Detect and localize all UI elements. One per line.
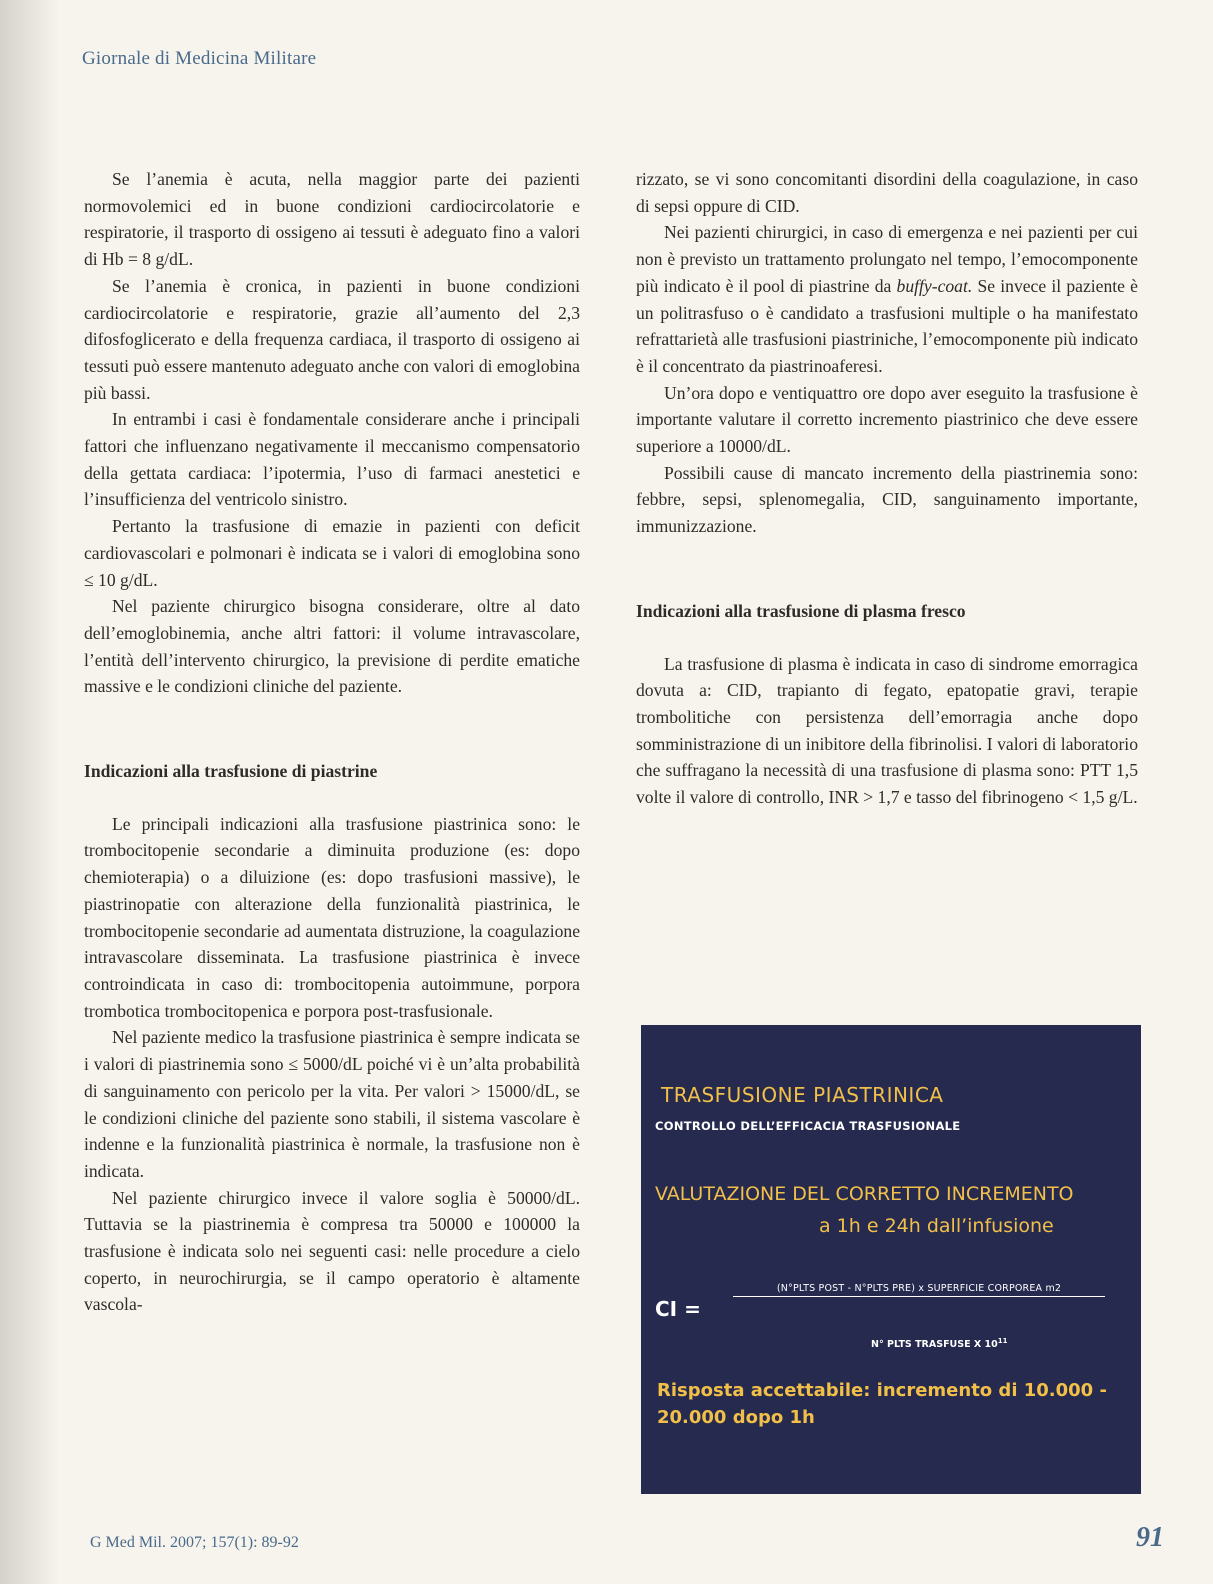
paragraph — [636, 219, 1138, 379]
formula-denominator — [871, 1337, 1008, 1350]
formula-denominator-text: N° PLTS TRASFUSE X 10 — [871, 1339, 998, 1351]
paragraph: Se l’anemia è acuta, nella maggior parte dei pazienti normovolemici ed in buone condizioni cardiocircolatorie e respiratorie, il trasporto di ossigeno ai tessuti è adeguato fino a valori di Hb = 8 g/dL. — [84, 169, 580, 270]
slide-figure — [641, 1025, 1141, 1494]
slide-answer: Risposta accettabile: incremento di 10.000 - 20.000 dopo 1h — [657, 1380, 1107, 1428]
paragraph: Le principali indicazioni alla trasfusione piastrinica sono: le trombocitopenie secondarie a diminuita produzione (es: dopo chemioterapia) o a diluizione (es: dopo trasfusioni massive), le piastrinopatie con alterazione della funzionalità piastrinica, le trombocitopenie secondarie ad aumentata distruzione, la coagulazione intravascolare disseminata. La trasfusione piastrinica è invece controindicata in caso di: trombocitopenia autoimmune, porpora trombotica trombocitopenica e porpora post-trasfusionale. — [84, 813, 580, 1021]
paragraph: In entrambi i casi è fondamentale considerare anche i principali fattori che influenzano negativamente il meccanismo compensatorio della gettata cardiaca: l’ipotermia, l’uso di farmaci anestetici e l’insufficienza del ventricolo sinistro. — [84, 409, 580, 510]
paragraph: Nel paziente chirurgico invece il valore soglia è 50000/dL. Tuttavia se la piastrinemia è compresa tra 50000 e 100000 la trasfusione è indicata solo nei seguenti casi: nelle procedure a cielo coperto, in neurochirurgia, se il campo operatorio è altamente vascola- — [84, 1187, 580, 1315]
formula-ci-label: CI = — [655, 1297, 701, 1321]
paragraph: Nel paziente medico la trasfusione piastrinica è sempre indicata se i valori di piastrinemia sono ≤ 5000/dL poiché vi è un’alta probabilità di sanguinamento con pericolo per la vita. Per valori > 15000/dL, se le condizioni cliniche del paziente sono stabili, il sistema vascolare è indenne e la funzionalità piastrinica è normale, la trasfusione non è indicata. — [84, 1027, 580, 1181]
paragraph: rizzato, se vi sono concomitanti disordini della coagulazione, in caso di sepsi oppure di CID. — [636, 169, 1138, 216]
paragraph: La trasfusione di plasma è indicata in caso di sindrome emorragica dovuta a: CID, trapianto di fegato, epatopatie gravi, terapie trombolitiche con persistenza dell’emorragia anche dopo somministrazione di un inibitore della fibrinolisi. I valori di laboratorio che suffragano la necessità di una trasfusione di plasma sono: PTT 1,5 volte il valore di controllo, INR > 1,7 e tasso del fibrinogeno < 1,5 g/L. — [636, 653, 1138, 808]
formula-numerator: (N°PLTS POST - N°PLTS PRE) x SUPERFICIE CORPOREA m2 — [733, 1283, 1105, 1297]
section-heading: Indicazioni alla trasfusione di piastrine — [84, 761, 378, 782]
footer-citation: G Med Mil. 2007; 157(1): 89-92 — [90, 1534, 299, 1551]
text-run: Se invece il paziente è un politrasfuso o è candidato a trasfusioni multiple o ha manifestato refrattarietà alle trasfusioni piastriniche, l’emocomponente più indicato è il concentrato da piastrinoaferesi. — [636, 275, 1138, 376]
paragraph: Nel paziente chirurgico bisogna considerare, oltre al dato dell’emoglobinemia, anche altri fattori: il volume intravascolare, l’entità dell’intervento chirurgico, la previsione di perdite ematiche massive e le condizioni cliniche del paziente. — [84, 596, 580, 697]
paragraph: Se l’anemia è cronica, in pazienti in buone condizioni cardiocircolatorie e respiratorie, grazie all’aumento del 2,3 difosfoglicerato e della frequenza cardiaca, il trasporto di ossigeno ai tessuti può essere mantenuto adeguato anche con valori di emoglobina più bassi. — [84, 275, 580, 403]
paragraph: Pertanto la trasfusione di emazie in pazienti con deficit cardiovascolari e polmonari è indicata se i valori di emoglobina sono ≤ 10 g/dL. — [84, 516, 580, 590]
left-column — [84, 166, 580, 1318]
page-number: 91 — [1136, 1522, 1164, 1553]
italic-term: buffy-coat. — [896, 275, 973, 296]
section-heading: Indicazioni alla trasfusione di plasma fresco — [636, 600, 966, 621]
right-column — [636, 166, 1138, 811]
text-run: Nei pazienti chirurgici, in caso di emergenza e nei pazienti per cui non è previsto un trattamento prolungato nel tempo, l’emocomponente più indicato è il pool di piastrine da — [636, 222, 1138, 296]
section-spacer — [636, 625, 1138, 651]
paragraph: Possibili cause di mancato incremento della piastrinemia sono: febbre, sepsi, splenomegalia, CID, sanguinamento importante, immunizzazione. — [636, 462, 1138, 537]
section-spacer — [84, 785, 580, 811]
slide-heading-line2: a 1h e 24h dall’infusione — [819, 1215, 1054, 1237]
slide-heading: VALUTAZIONE DEL CORRETTO INCREMENTO — [655, 1183, 1074, 1205]
section-spacer — [636, 540, 1138, 598]
paragraph: Un’ora dopo e ventiquattro ore dopo aver eseguito la trasfusione è importante valutare il corretto incremento piastrinico che deve essere superiore a 10000/dL. — [636, 382, 1138, 457]
page-gutter-shadow — [0, 0, 60, 1584]
formula-exponent: 11 — [997, 1337, 1008, 1345]
slide-subtitle: CONTROLLO DELL’EFFICACIA TRASFUSIONALE — [655, 1119, 961, 1133]
section-spacer — [84, 700, 580, 758]
running-head: Giornale di Medicina Militare — [82, 48, 317, 69]
slide-title: TRASFUSIONE PIASTRINICA — [661, 1083, 944, 1107]
